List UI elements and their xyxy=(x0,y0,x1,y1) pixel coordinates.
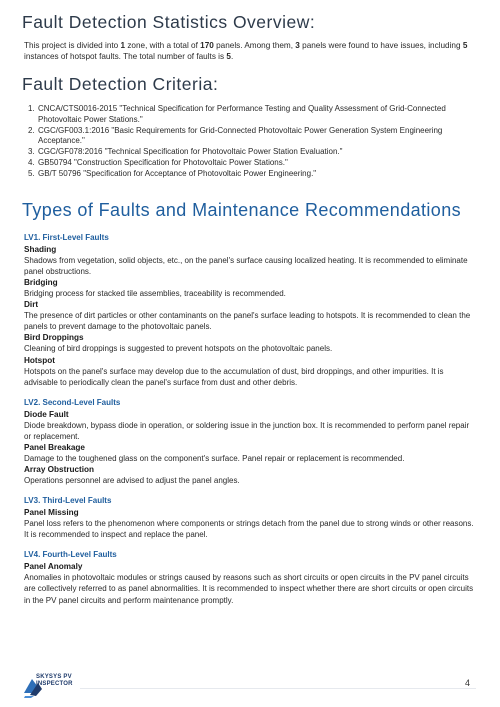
fault-title: Bridging xyxy=(24,278,58,288)
total-fault-count: 5 xyxy=(226,52,231,62)
footer-divider xyxy=(80,688,476,689)
hotspot-fault-count: 5 xyxy=(462,41,468,50)
level-2-label: LV2. Second-Level Faults xyxy=(24,397,121,407)
fault-description: Panel loss refers to the phenomenon where components or strings detach from the panel due to strong winds or other reasons. It is recommended to inspect and replace the panel. xyxy=(24,519,474,540)
logo-wordmark xyxy=(36,674,73,687)
fault-title: Diode Fault xyxy=(24,409,69,419)
fault-description: Anomalies in photovoltaic modules or strings caused by reasons such as short circuits or open circuits in the PV panel circuits are collectively referred to as panel abnormalities. It is recommended to inspect whether there are short circuits or open circuits in the PV panel circuits and perform maintenance promptly. xyxy=(24,573,474,605)
statistics-overview-heading: Fault Detection Statistics Overview: xyxy=(22,12,316,32)
level-1-group xyxy=(24,232,476,388)
logo-line-1: SKYSYS PV xyxy=(36,674,72,680)
criteria-item: 4. GB50794 "Construction Specification for Photovoltaic Power Stations." xyxy=(28,157,288,167)
fault-title: Panel Anomaly xyxy=(24,562,83,572)
fault-types-heading: Types of Faults and Maintenance Recommendations xyxy=(22,200,462,220)
fault-title: Hotspot xyxy=(24,355,55,365)
level-4-group xyxy=(24,549,476,605)
criteria-list xyxy=(28,104,474,180)
fault-types-section xyxy=(24,232,476,606)
page-number: 4 xyxy=(464,678,470,688)
level-4-label: LV4. Fourth-Level Faults xyxy=(24,550,117,560)
fault-title: Array Obstruction xyxy=(24,465,95,475)
level-2-group xyxy=(24,397,476,486)
fault-description: Cleaning of bird droppings is suggested to prevent hotspots on the photovoltaic panels. xyxy=(24,344,333,354)
fault-description: Damage to the toughened glass on the component's surface. Panel repair or replacement is recommended. xyxy=(24,453,405,463)
criteria-item: 2. CGC/GF003.1:2016 "Basic Requirements for Grid-Connected Photovoltaic Power Generation System Engineering Acceptance." xyxy=(28,125,443,146)
statistics-overview-text: This project is divided into 1 zone, with a total of 170 panels. Among them, 3 panels were found to have issues, including 5 instances of hotspot faults. The total number of faults is 5. xyxy=(24,41,468,62)
fault-description: The presence of dirt particles or other contaminants on the panel's surface leading to hotspots. It is recommended to clean the panels to prevent damage to the photovoltaic panels. xyxy=(24,311,471,332)
fault-title: Panel Breakage xyxy=(24,442,85,452)
fault-description: Hotspots on the panel's surface may develop due to the accumulation of dust, bird droppings, and other impurities. It is advisable to periodically clean the panel's surface from dust and other debris. xyxy=(24,366,444,387)
criteria-item: 5. GB/T 50796 "Specification for Acceptance of Photovoltaic Power Engineering." xyxy=(28,168,317,178)
fault-title: Shading xyxy=(24,245,57,254)
logo-line-2: INSPECTOR xyxy=(36,680,73,687)
level-1-label: LV1. First-Level Faults xyxy=(24,233,109,242)
fault-description: Operations personnel are advised to adjust the panel angles. xyxy=(24,476,240,486)
fault-description: Bridging process for stacked tile assemblies, traceability is recommended. xyxy=(24,289,286,299)
zone-count: 1 xyxy=(120,41,126,50)
fault-description: Diode breakdown, bypass diode in operation, or soldering issue in the junction box. It is recommended to perform panel repair or replacement. xyxy=(24,420,470,441)
criteria-item: 1. CNCA/CTS0016-2015 "Technical Specification for Performance Testing and Quality Assessment of Grid-Connected Photovoltaic Power Stations." xyxy=(28,104,446,124)
level-3-label: LV3. Third-Level Faults xyxy=(24,496,112,506)
fault-title: Bird Droppings xyxy=(24,333,84,343)
fault-title: Dirt xyxy=(24,300,39,310)
level-3-group xyxy=(24,495,476,540)
fault-description: Shadows from vegetation, solid objects, etc., on the panel's surface causing localized heating. It is recommended to eliminate panel obstructions. xyxy=(24,256,468,277)
detection-criteria-heading: Fault Detection Criteria: xyxy=(22,74,219,94)
problem-panel-count: 3 xyxy=(295,41,300,50)
fault-title: Panel Missing xyxy=(24,508,79,518)
panel-total: 170 xyxy=(200,41,214,50)
criteria-item: 3. CGC/GF078:2016 "Technical Specification for Photovoltaic Power Station Evaluation." xyxy=(28,147,343,157)
